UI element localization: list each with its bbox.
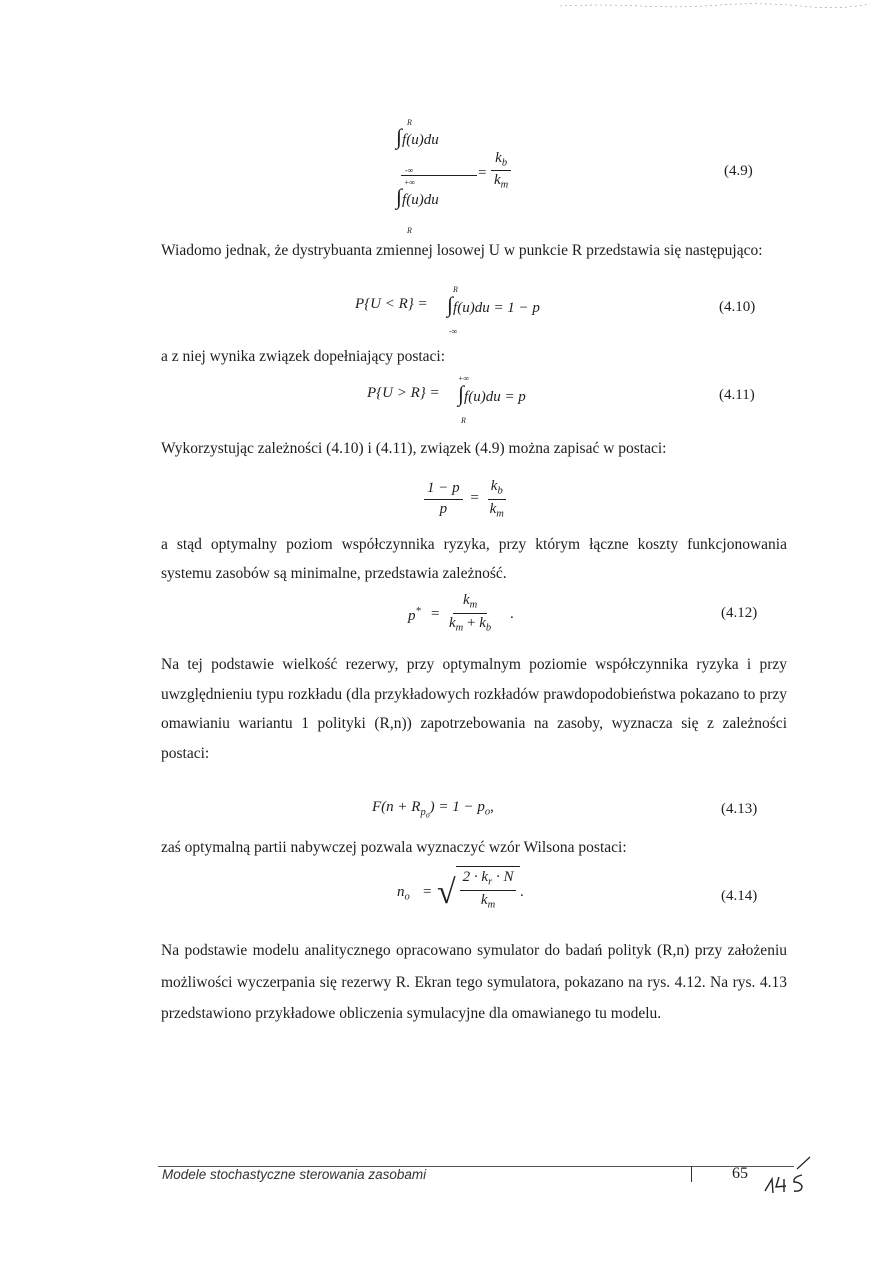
- footer-divider: [691, 1166, 692, 1182]
- eq-4-10-lower-limit: -∞: [449, 327, 458, 336]
- eq-4-9-numerator: ∫f(u)du: [396, 124, 439, 149]
- equation-number-4-14: (4.14): [721, 888, 758, 904]
- paragraph-2: a z niej wynika związek dopełniający postaci:: [161, 348, 446, 365]
- eq-4-11-lower-limit: R: [461, 416, 466, 425]
- eq-4-13-body: $F(n + R_{p_o}) = 1 - p_o$,: [372, 799, 494, 820]
- equation-number-4-13: (4.13): [721, 801, 758, 817]
- eq-4-10-upper-limit: R: [453, 285, 458, 294]
- eq-4-9-upper-limit-1: R: [407, 118, 412, 127]
- paragraph-1: Wiadomo jednak, że dystrybuanta zmiennej losowej U w punkcie R przedstawia się następująco:: [161, 242, 763, 259]
- eq-4-11-body: f(u)du = p: [464, 389, 526, 405]
- eq-4-11-upper-limit: +∞: [458, 374, 470, 383]
- eq-4-9-lower-limit-1: -∞: [405, 166, 414, 175]
- equation-number-4-11: (4.11): [719, 387, 755, 403]
- page-number: 65: [732, 1165, 748, 1182]
- eq-4-11-lhs: P{U > R} =: [367, 385, 440, 401]
- footer-title: Modele stochastyczne sterowania zasobami: [162, 1167, 427, 1182]
- eq-4-9-fraction-bar: [401, 175, 477, 176]
- handwritten-page-number: [762, 1155, 824, 1197]
- paragraph-5: Na tej podstawie wielkość rezerwy, przy optymalnym poziomie współczynnika ryzyka i przy uwzględnieniu typu rozkładu (dla przykładowych rozkładów prawdopodobieństwa pokazano to przy omawianiu wariantu 1 polityki (R,n)) zapotrzebowania na zasoby, wyznacza się z zależności postaci:: [161, 656, 787, 762]
- eq-4-9-upper-limit-2: +∞: [404, 178, 416, 187]
- equation-ratio: $\frac{1 - p}{p}$ = $\frac{k_b}{k_m}$: [424, 478, 507, 519]
- equation-number-4-9: (4.9): [724, 163, 753, 179]
- equation-number-4-10: (4.10): [719, 299, 756, 315]
- eq-4-12-lhs: p*: [408, 606, 421, 624]
- eq-4-9-integrand-2: f(u)du: [402, 192, 439, 208]
- eq-4-10-lhs: P{U < R} =: [355, 296, 428, 312]
- eq-4-9-lower-limit-2: R: [407, 226, 412, 235]
- equation-number-4-12: (4.12): [721, 605, 758, 621]
- eq-4-10-body: f(u)du = 1 − p: [453, 300, 540, 316]
- eq-4-9-integrand-1: f(u)du: [402, 132, 439, 148]
- scan-noise: [560, 0, 870, 10]
- paragraph-7: Na podstawie modelu analitycznego opracowano symulator do badań polityk (R,n) przy założeniu możliwości wyczerpania się rezerwy R. Ekran tego symulatora, pokazano na rys. 4.12. Na rys. 4.13 przedstawiono przykładowe obliczenia symulacyjne dla omawianego tu modelu.: [161, 942, 787, 1022]
- eq-4-14-lhs: $n_o$: [397, 884, 410, 903]
- eq-4-12-fraction: $\frac{k_m}{k_m + k_b}$: [449, 592, 492, 634]
- paragraph-6: zaś optymalną partii nabywczej pozwala wyznaczyć wzór Wilsona postaci:: [161, 839, 627, 856]
- paragraph-3: Wykorzystując zależności (4.10) i (4.11), związek (4.9) można zapisać w postaci:: [161, 440, 667, 457]
- eq-4-9-denominator: ∫f(u)du: [396, 184, 439, 209]
- paragraph-4: a stąd optymalny poziom współczynnika ryzyka, przy którym łączne koszty funkcjonowania systemu zasobów są minimalne, przedstawia zależność.: [161, 536, 787, 582]
- eq-4-14-sqrt: √ $\frac{2 \cdot k_r \cdot N}{k_m}$: [437, 866, 520, 910]
- eq-4-9-rhs: $\frac{k_b}{k_m}$: [491, 150, 511, 190]
